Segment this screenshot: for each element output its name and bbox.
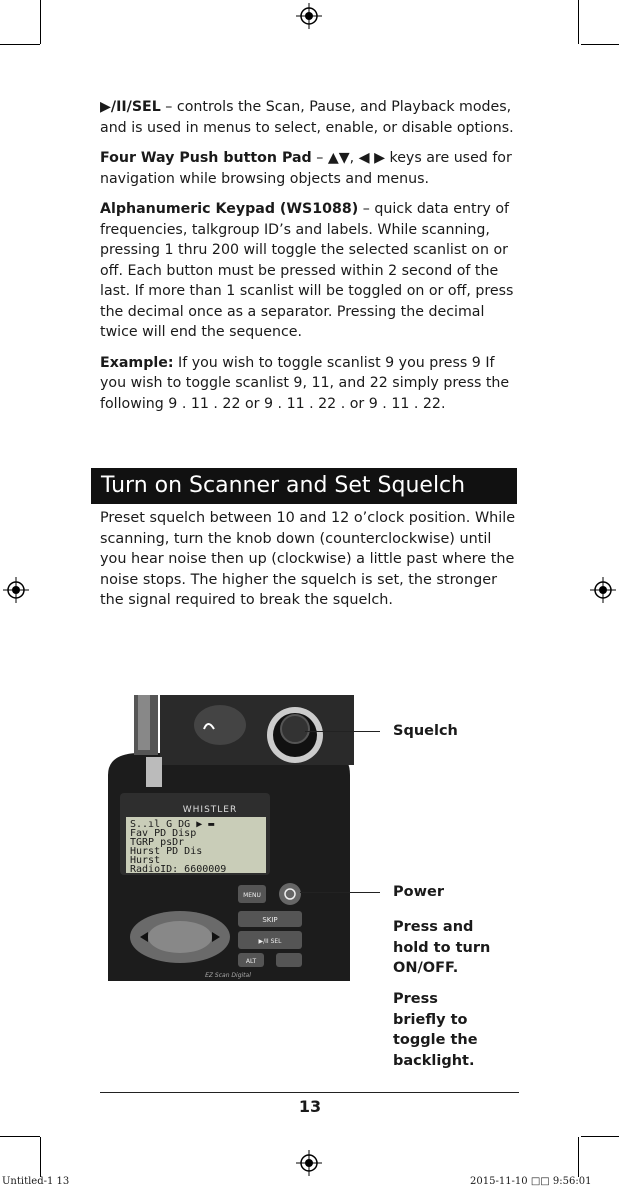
screen-line: Fav PD Disp (130, 828, 197, 839)
paragraph-keypad: Alphanumeric Keypad (WS1088) – quick data entry of frequencies, talkgroup ID’s and labels. While scanning, pressing 1 thru 200 will toggle the selected scanlist on or off. Each button must be pressed within 2 second of the last. If more than 1 scanlist will be toggled on or off, press the decimal once as a separator. Pressing the decimal twice will end the sequence. (100, 201, 514, 340)
crop-mark (578, 0, 579, 44)
aux-button[interactable] (276, 953, 302, 967)
crop-mark (581, 1136, 619, 1137)
crop-mark (0, 44, 40, 45)
crop-mark (40, 0, 41, 44)
paragraph-pad: Four Way Push button Pad – ▲▼, ◀ ▶ keys are used for navigation while browsing objects and menus. (100, 150, 512, 187)
crop-mark (578, 1137, 579, 1177)
screen-line: TGRP psDr (130, 837, 185, 848)
registration-mark-icon (296, 1150, 322, 1176)
crop-mark (0, 1136, 40, 1137)
callout-line-power (300, 892, 380, 893)
screen-line: Hurst PD Dis (130, 846, 203, 857)
paragraph-sel: ▶/II/SEL – controls the Scan, Pause, and Playback modes, and is used in menus to select, enable, or disable options. (100, 99, 514, 136)
scanner-photo (100, 695, 354, 981)
sel-label: ▶/II SEL (258, 938, 282, 945)
section-heading: Turn on Scanner and Set Squelch (91, 468, 517, 504)
screen-line: Hurst (130, 855, 161, 866)
registration-mark-icon (3, 577, 29, 603)
callout-press-hold: Press and hold to turn ON/OFF. (393, 919, 491, 976)
callout-power: Power (393, 884, 444, 900)
page-number: 13 (298, 1097, 322, 1116)
model-label: EZ Scan Digital (205, 972, 251, 979)
body-text (100, 97, 520, 424)
brand-label: WHISTLER (182, 805, 238, 815)
paragraph-example: Example: If you wish to toggle scanlist 9 you press 9 If you wish to toggle scanlist 9, 11, and 22 simply press the following 9 . 11 . 22 or 9 . 11 . 22 . or 9 . 11 . 22. (100, 354, 510, 412)
crop-mark (581, 44, 619, 45)
print-slug-left: Untitled-1 13 (2, 1176, 70, 1187)
footer-rule (100, 1092, 519, 1093)
menu-label: MENU (243, 892, 261, 899)
alt-label: ALT (245, 958, 257, 965)
registration-mark-icon (590, 577, 616, 603)
callout-squelch: Squelch (393, 723, 458, 739)
crop-mark (40, 1137, 41, 1177)
callout-press-briefly: Press briefly to toggle the backlight. (393, 991, 478, 1069)
registration-mark-icon (296, 3, 322, 29)
section-body: Preset squelch between 10 and 12 o’clock position. While scanning, turn the knob down (counterclockwise) until you hear noise then up (clockwise) a little past where the noise stops. The higher the squelch is set, the stronger the signal required to break the squelch. (100, 510, 516, 608)
screen-line: S..ıl G DG ▶ ▬ (130, 819, 215, 830)
power-button[interactable] (279, 883, 301, 905)
screen-line: RadioID: 6600009 (130, 864, 227, 875)
print-slug-right: 2015-11-10 □□ 9:56:01 (470, 1176, 592, 1187)
callout-line-squelch (305, 731, 380, 732)
skip-label: SKIP (262, 916, 278, 924)
